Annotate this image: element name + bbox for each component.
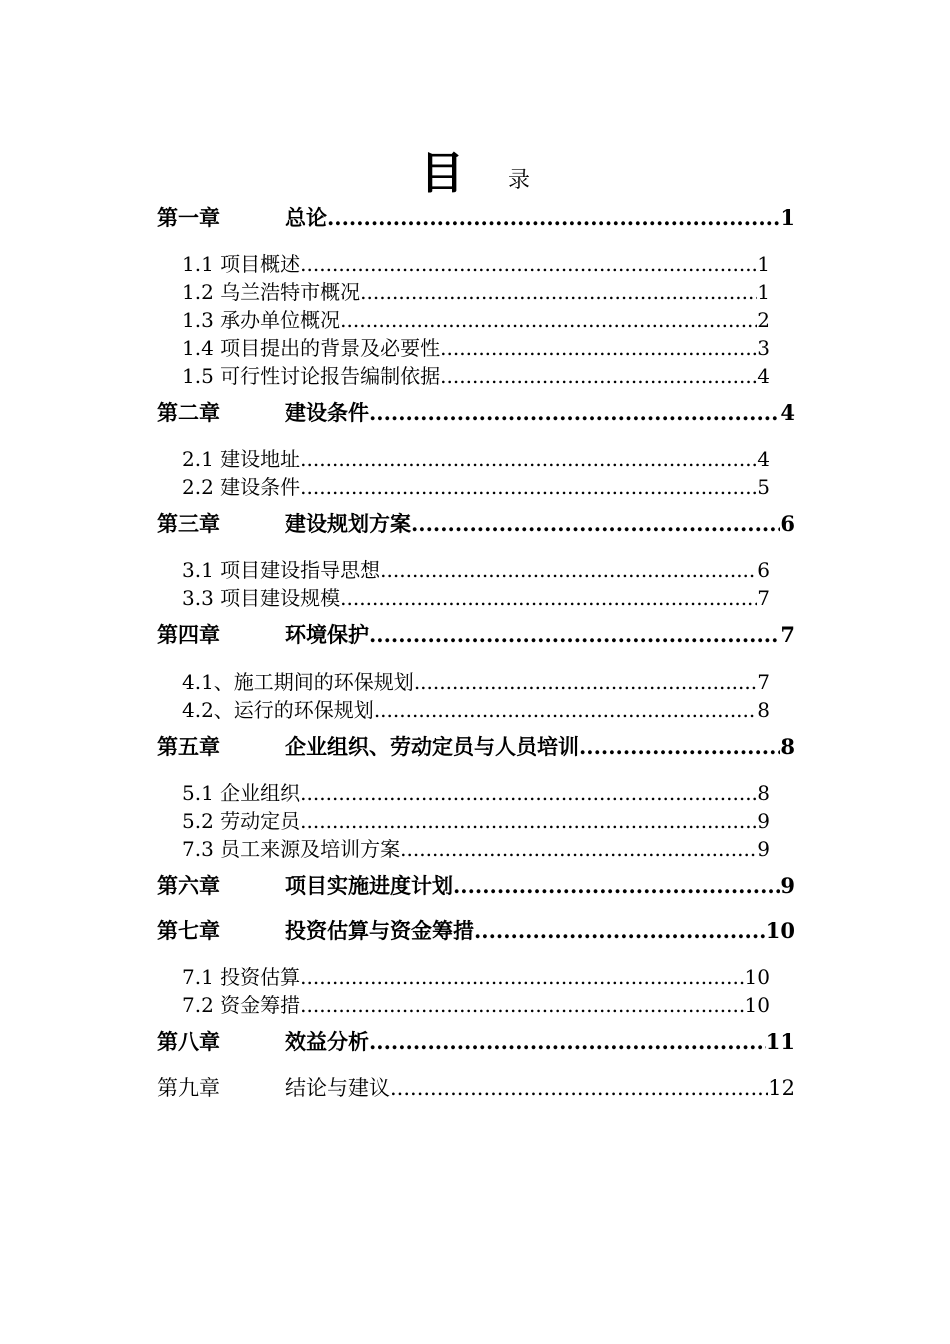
title-main-char: 目 xyxy=(420,148,464,199)
page-number: 9 xyxy=(757,837,770,861)
toc-section-entry[interactable] xyxy=(182,333,770,363)
dot-leader xyxy=(440,333,757,363)
entry-title: 7.2 资金筹措 xyxy=(182,993,301,1017)
page-number: 12 xyxy=(768,1076,795,1100)
entry-title: 7.1 投资估算 xyxy=(182,965,301,989)
page-number: 7 xyxy=(757,670,770,694)
chapter-number: 第三章 xyxy=(157,511,220,536)
page-number: 8 xyxy=(757,698,770,722)
toc-section-entry[interactable] xyxy=(182,583,770,613)
toc-section-entry[interactable] xyxy=(182,667,770,697)
dot-leader xyxy=(300,990,744,1020)
page-number: 2 xyxy=(757,308,770,332)
page-number: 1 xyxy=(757,252,770,276)
entry-title: 项目实施进度计划 xyxy=(285,873,453,898)
entry-title: 3.1 项目建设指导思想 xyxy=(182,558,381,582)
toc-section-entry[interactable] xyxy=(182,695,770,725)
toc-section-entry[interactable] xyxy=(182,361,770,391)
dot-leader xyxy=(340,305,757,335)
toc-chapter-entry[interactable] xyxy=(157,1073,795,1103)
dot-leader xyxy=(380,555,757,585)
dot-leader xyxy=(440,361,757,391)
entry-title: 建设条件 xyxy=(285,400,369,425)
entry-title: 总论 xyxy=(285,205,327,230)
dot-leader xyxy=(300,778,757,808)
page-number: 7 xyxy=(757,586,770,610)
toc-section-entry[interactable] xyxy=(182,249,770,279)
toc-chapter-entry[interactable] xyxy=(157,398,795,428)
entry-title: 2.2 建设条件 xyxy=(182,475,301,499)
dot-leader xyxy=(369,620,780,650)
chapter-number: 第五章 xyxy=(157,734,220,759)
chapter-number: 第二章 xyxy=(157,400,220,425)
toc-chapter-entry[interactable] xyxy=(157,509,795,539)
page-number: 1 xyxy=(780,205,795,230)
entry-title: 1.1 项目概述 xyxy=(182,252,301,276)
toc-section-entry[interactable] xyxy=(182,806,770,836)
dot-leader xyxy=(300,249,757,279)
dot-leader xyxy=(453,871,780,901)
entry-title: 投资估算与资金筹措 xyxy=(285,918,474,943)
entry-title: 4.2、运行的环保规划 xyxy=(182,698,374,722)
page-number: 6 xyxy=(780,511,795,536)
toc-chapter-entry[interactable] xyxy=(157,732,795,762)
dot-leader xyxy=(327,203,780,233)
page-number: 7 xyxy=(780,622,795,647)
entry-title: 2.1 建设地址 xyxy=(182,447,301,471)
toc-section-entry[interactable] xyxy=(182,555,770,585)
entry-title: 环境保护 xyxy=(285,622,369,647)
page-number: 10 xyxy=(744,993,770,1017)
chapter-number: 第一章 xyxy=(157,205,220,230)
entry-title: 建设规划方案 xyxy=(285,511,411,536)
dot-leader xyxy=(374,695,757,725)
entry-title: 3.3 项目建设规模 xyxy=(182,586,341,610)
entry-title: 5.2 劳动定员 xyxy=(182,809,301,833)
entry-title: 7.3 员工来源及培训方案 xyxy=(182,837,401,861)
dot-leader xyxy=(300,962,744,992)
toc-section-entry[interactable] xyxy=(182,834,770,864)
dot-leader xyxy=(411,509,780,539)
toc-section-entry[interactable] xyxy=(182,990,770,1020)
chapter-number: 第八章 xyxy=(157,1029,220,1054)
chapter-number: 第六章 xyxy=(157,873,220,898)
dot-leader xyxy=(369,1027,766,1057)
chapter-number: 第七章 xyxy=(157,918,220,943)
page-number: 9 xyxy=(757,809,770,833)
page-number: 8 xyxy=(780,734,795,759)
entry-title: 1.3 承办单位概况 xyxy=(182,308,341,332)
entry-title: 1.2 乌兰浩特市概况 xyxy=(182,280,361,304)
page-number: 4 xyxy=(780,400,795,425)
page-number: 6 xyxy=(757,558,770,582)
dot-leader xyxy=(414,667,757,697)
page-number: 9 xyxy=(780,873,795,898)
entry-title: 结论与建议 xyxy=(285,1076,390,1100)
page-number: 5 xyxy=(757,475,770,499)
page-number: 8 xyxy=(757,781,770,805)
toc-section-entry[interactable] xyxy=(182,444,770,474)
page-number: 1 xyxy=(757,280,770,304)
dot-leader xyxy=(390,1073,768,1103)
dot-leader xyxy=(340,583,757,613)
chapter-number: 第九章 xyxy=(157,1076,220,1100)
toc-section-entry[interactable] xyxy=(182,962,770,992)
entry-title: 企业组织、劳动定员与人员培训 xyxy=(285,734,579,759)
page-number: 10 xyxy=(765,918,795,943)
entry-title: 4.1、施工期间的环保规划 xyxy=(182,670,414,694)
toc-section-entry[interactable] xyxy=(182,778,770,808)
toc-chapter-entry[interactable] xyxy=(157,871,795,901)
page-number: 4 xyxy=(757,364,770,388)
toc-chapter-entry[interactable] xyxy=(157,916,795,946)
page-number: 3 xyxy=(757,336,770,360)
entry-title: 1.4 项目提出的背景及必要性 xyxy=(182,336,441,360)
dot-leader xyxy=(300,806,757,836)
dot-leader xyxy=(474,916,766,946)
toc-chapter-entry[interactable] xyxy=(157,620,795,650)
dot-leader xyxy=(360,277,757,307)
toc-section-entry[interactable] xyxy=(182,305,770,335)
entry-title: 效益分析 xyxy=(285,1029,369,1054)
chapter-number: 第四章 xyxy=(157,622,220,647)
toc-chapter-entry[interactable] xyxy=(157,203,795,233)
title-second-char: 录 xyxy=(508,168,531,193)
dot-leader xyxy=(400,834,757,864)
page-number: 4 xyxy=(757,447,770,471)
dot-leader xyxy=(579,732,780,762)
entry-title: 5.1 企业组织 xyxy=(182,781,301,805)
page-number: 10 xyxy=(744,965,770,989)
dot-leader xyxy=(369,398,780,428)
toc-section-entry[interactable] xyxy=(182,277,770,307)
toc-section-entry[interactable] xyxy=(182,472,770,502)
dot-leader xyxy=(300,472,757,502)
entry-title: 1.5 可行性讨论报告编制依据 xyxy=(182,364,441,388)
dot-leader xyxy=(300,444,757,474)
toc-chapter-entry[interactable] xyxy=(157,1027,795,1057)
page-number: 11 xyxy=(765,1029,795,1054)
